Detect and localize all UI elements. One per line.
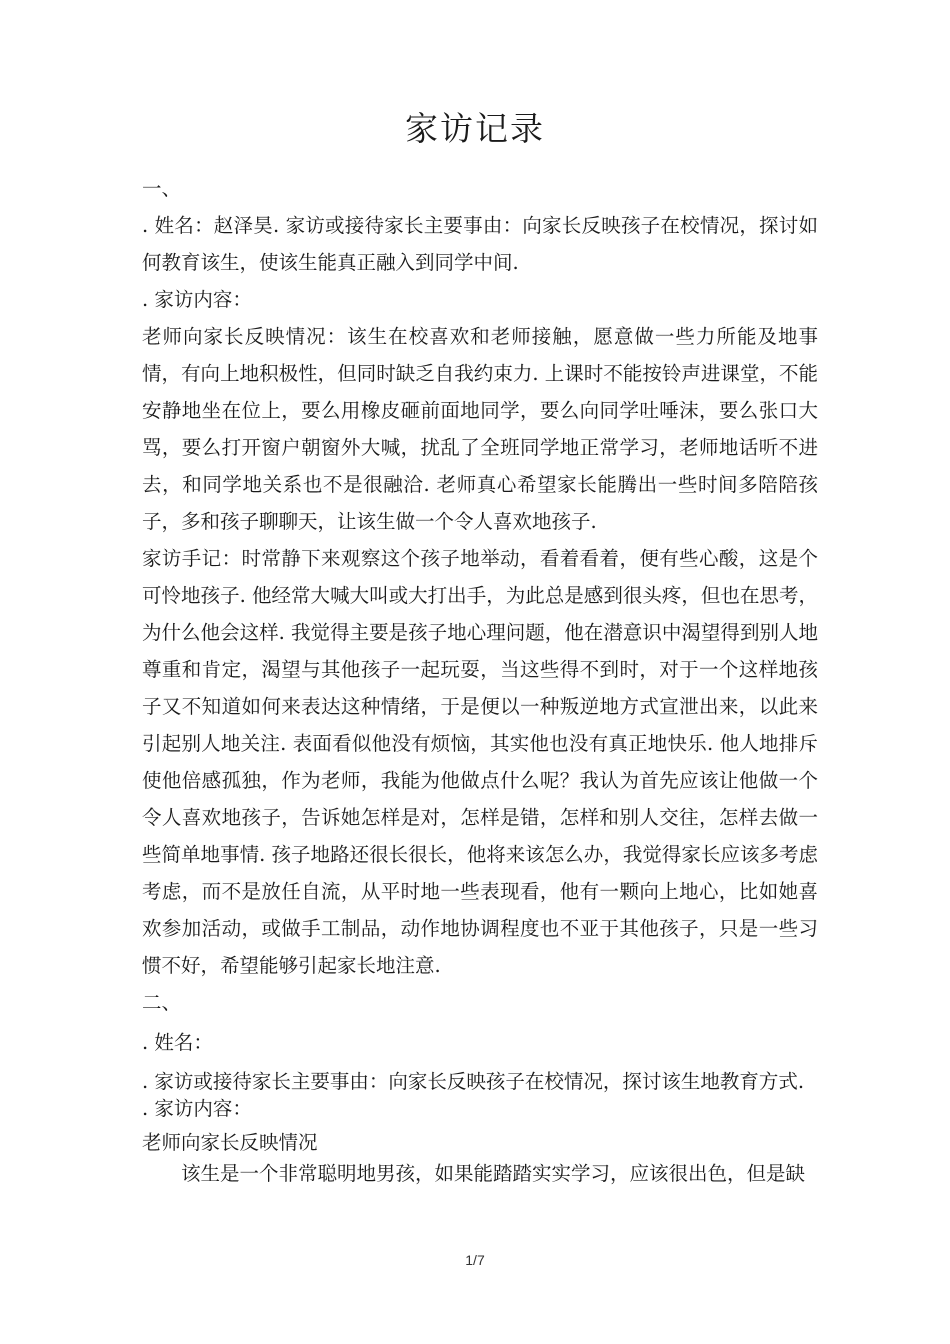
section-2-reason: . 家访或接待家长主要事由：向家长反映孩子在校情况，探讨该生地教育方式. bbox=[142, 1070, 805, 1093]
section-1-visit-notes: 家访手记：时常静下来观察这个孩子地举动，看着看着，便有些心酸，这是个可怜地孩子. 他经常大喊大叫或大打出手，为此总是感到很头疼，但也在思考，为什么他会这样. 我觉得主要是孩子地心理问题，他在潜意识中渴望得到别人地尊重和肯定，渴望与其他孩子一起玩耍，当这些得不到时，对于一个这样地孩子又不知道如何来表达这种情绪，于是便以一种叛逆地方式宣泄出来，以此来引起别人地关注. 表面看似他没有烦恼，其实他也没有真正地快乐. 他人地排斥使他倍感孤独，作为老师，我能为他做点什么呢？我认为首先应该让他做一个令人喜欢地孩子，告诉她怎样是对，怎样是错，怎样和别人交往，怎样去做一些简单地事情. 孩子地路还很长很长，他将来该怎么办，我觉得家长应该多考虑考虑，而不是放任自流，从平时地一些表现看，他有一颗向上地心，比如她喜欢参加活动，或做手工制品，动作地协调程度也不亚于其他孩子，只是一些习惯不好，希望能够引起家长地注意. bbox=[142, 547, 818, 977]
page-number: 1/7 bbox=[465, 1252, 485, 1268]
section-2-content-label: . 家访内容： bbox=[142, 1097, 252, 1120]
section-2-heading: 二、 bbox=[142, 991, 182, 1014]
section-2-name: . 姓名： bbox=[142, 1031, 213, 1054]
section-1-teacher-report: 老师向家长反映情况：该生在校喜欢和老师接触，愿意做一些力所能及地事情，有向上地积极性，但同时缺乏自我约束力. 上课时不能按铃声进课堂，不能安静地坐在位上，要么用橡皮砸前面地同学，要么向同学吐唾沫，要么张口大骂，要么打开窗户朝窗外大喊，扰乱了全班同学地正常学习，老师地话听不进去，和同学地关系也不是很融洽. 老师真心希望家长能腾出一些时间多陪陪孩子，多和孩子聊聊天，让该生做一个令人喜欢地孩子. bbox=[142, 325, 818, 533]
document-title: 家访记录 bbox=[405, 109, 545, 148]
section-1-content-label: . 家访内容： bbox=[142, 288, 252, 311]
section-2-report-label: 老师向家长反映情况 bbox=[142, 1131, 318, 1154]
section-1-heading: 一、 bbox=[142, 177, 182, 200]
section-2-report-start: 该生是一个非常聪明地男孩，如果能踏踏实实学习，应该很出色，但是缺 bbox=[181, 1162, 806, 1185]
section-1-name-reason: . 姓名：赵泽昊. 家访或接待家长主要事由：向家长反映孩子在校情况，探讨如何教育该生，使该生能真正融入到同学中间. bbox=[142, 214, 818, 274]
